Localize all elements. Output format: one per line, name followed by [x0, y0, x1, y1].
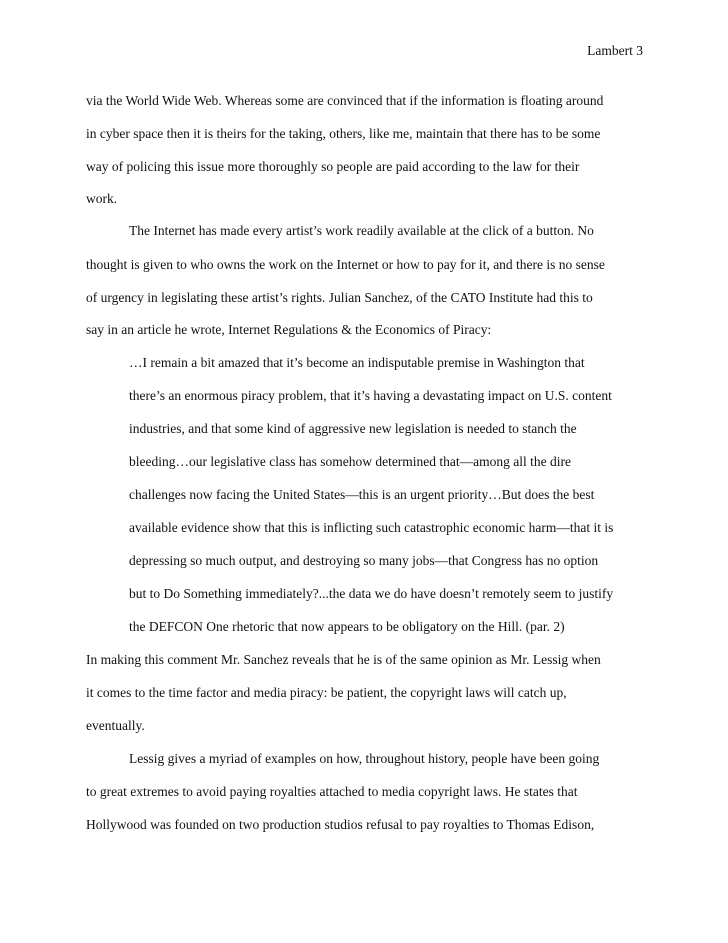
text-line: Lessig gives a myriad of examples on how, throughout history, people have been going [129, 751, 600, 766]
text-line: of urgency in legislating these artist’s rights. Julian Sanchez, of the CATO Institute had this to [86, 290, 593, 305]
quote-line: challenges now facing the United States—this is an urgent priority…But does the best [129, 487, 595, 502]
quote-line: available evidence show that this is inflicting such catastrophic economic harm—that it is [129, 520, 614, 535]
quote-line: depressing so much output, and destroying so many jobs—that Congress has no option [129, 553, 599, 568]
text-line: say in an article he wrote, Internet Regulations & the Economics of Piracy: [86, 322, 492, 337]
text-line: work. [86, 191, 118, 206]
quote-line: …I remain a bit amazed that it’s become an indisputable premise in Washington that [129, 355, 585, 370]
page-header: Lambert 3 [587, 43, 643, 58]
text-line: to great extremes to avoid paying royalties attached to media copyright laws. He states that [86, 784, 578, 799]
quote-line: industries, and that some kind of aggressive new legislation is needed to stanch the [129, 421, 577, 436]
text-line: via the World Wide Web. Whereas some are convinced that if the information is floating around [86, 93, 604, 108]
text-line: in cyber space then it is theirs for the taking, others, like me, maintain that there has to be some [86, 126, 601, 141]
quote-line: but to Do Something immediately?...the data we do have doesn’t remotely seem to justify [129, 586, 614, 601]
text-line: way of policing this issue more thoroughly so people are paid according to the law for their [86, 159, 580, 174]
text-line: In making this comment Mr. Sanchez reveals that he is of the same opinion as Mr. Lessig when [86, 652, 601, 667]
quote-line: bleeding…our legislative class has somehow determined that—among all the dire [129, 454, 572, 469]
text-line: Hollywood was founded on two production studios refusal to pay royalties to Thomas Edison, [86, 817, 595, 832]
text-line: eventually. [86, 718, 145, 733]
text-line: The Internet has made every artist’s work readily available at the click of a button. No [129, 223, 594, 238]
quote-line: there’s an enormous piracy problem, that it’s having a devastating impact on U.S. content [129, 388, 612, 403]
text-line: it comes to the time factor and media piracy: be patient, the copyright laws will catch up, [86, 685, 567, 700]
text-line: thought is given to who owns the work on the Internet or how to pay for it, and there is no sense [86, 257, 605, 272]
quote-line: the DEFCON One rhetoric that now appears to be obligatory on the Hill. (par. 2) [129, 619, 565, 634]
